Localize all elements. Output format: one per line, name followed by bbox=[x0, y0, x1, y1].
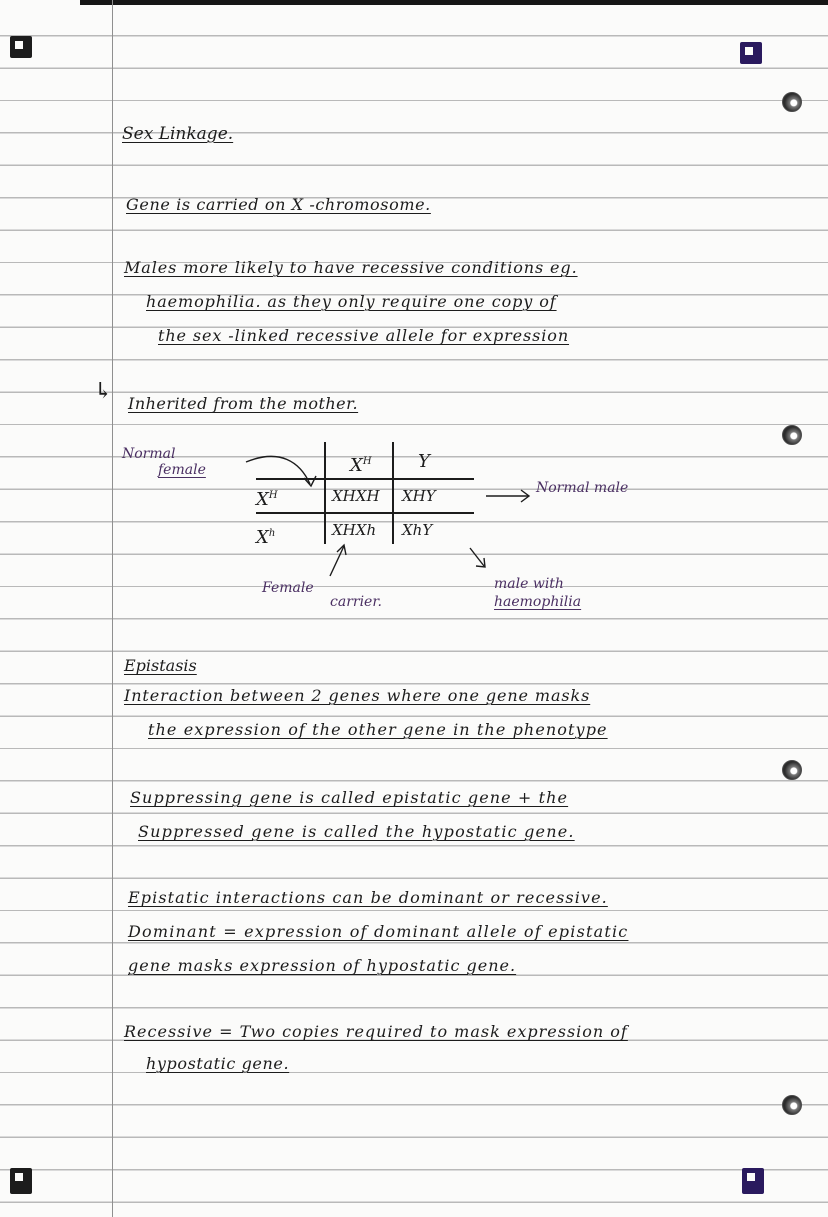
punnett-cell: XhY bbox=[402, 521, 433, 539]
punnett-header: Y bbox=[418, 451, 430, 472]
normal-male-label: Normal male bbox=[536, 480, 629, 496]
note-line: Males more likely to have recessive conditions eg. bbox=[124, 258, 578, 277]
haemophilia-male-label: male with bbox=[494, 576, 564, 592]
punnett-row-label: $X^h$ bbox=[256, 527, 276, 548]
note-line: Suppressed gene is called the hypostatic gene. bbox=[138, 822, 575, 841]
note-line: Gene is carried on X -chromosome. bbox=[126, 195, 431, 214]
female-label: female bbox=[158, 462, 206, 478]
note-line: Recessive = Two copies required to mask expression of bbox=[124, 1022, 628, 1041]
arrow-icon bbox=[246, 456, 310, 484]
arrow-icon bbox=[330, 546, 344, 576]
female-carrier-label: Female bbox=[262, 580, 314, 596]
note-line: the sex -linked recessive allele for expression bbox=[158, 326, 570, 345]
arrow-icon: ↳ bbox=[94, 379, 113, 404]
note-line: Suppressing gene is called epistatic gene + the bbox=[130, 788, 569, 807]
note-line: the expression of the other gene in the phenotype bbox=[148, 720, 608, 739]
note-line: gene masks expression of hypostatic gene. bbox=[128, 956, 517, 975]
note-line: haemophilia. as they only require one copy of bbox=[146, 292, 557, 311]
arrow-icon bbox=[470, 548, 484, 566]
note-line: Epistatic interactions can be dominant or recessive. bbox=[128, 888, 608, 907]
section-heading: Epistasis bbox=[124, 656, 197, 675]
page-title: Sex Linkage. bbox=[122, 124, 234, 144]
note-line: Inherited from the mother. bbox=[128, 394, 359, 413]
punnett-header: $X^H$ bbox=[350, 455, 372, 476]
haemophilia-male-label: haemophilia bbox=[494, 594, 582, 610]
punnett-cell: XHY bbox=[402, 487, 436, 505]
punnett-cell: XHXH bbox=[332, 487, 380, 505]
note-line: Interaction between 2 genes where one gene masks bbox=[124, 686, 591, 705]
note-line: Dominant = expression of dominant allele of epistatic bbox=[128, 922, 629, 941]
note-line: hypostatic gene. bbox=[146, 1054, 290, 1073]
female-label: Normal bbox=[122, 446, 176, 462]
female-carrier-label: carrier. bbox=[330, 594, 382, 610]
punnett-row-label: $X^H$ bbox=[256, 489, 278, 510]
punnett-cell: XHXh bbox=[332, 521, 377, 539]
